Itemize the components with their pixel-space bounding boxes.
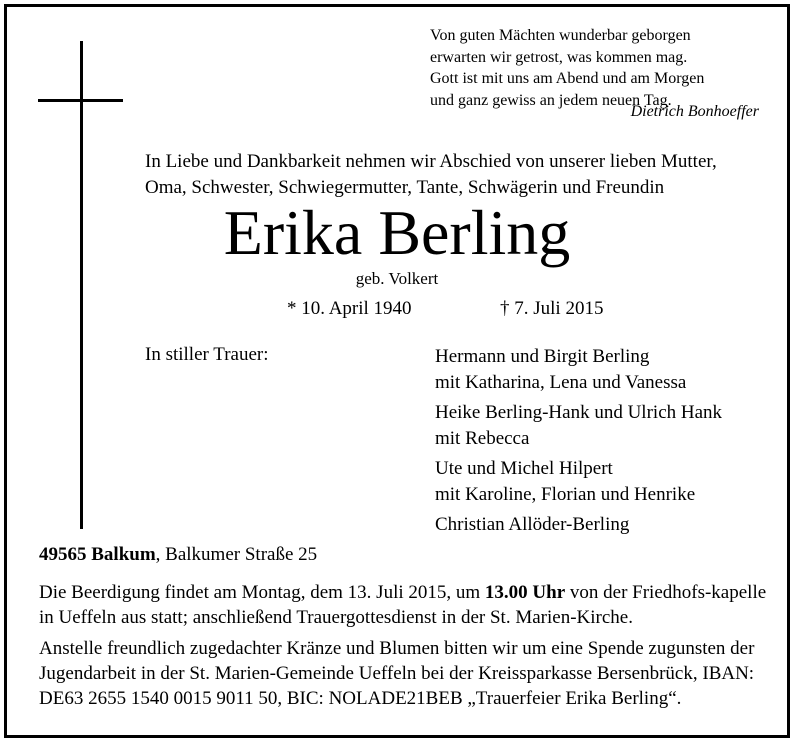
- address: [39, 544, 317, 566]
- donation-info: Anstelle freundlich zugedachter Kränze und Blumen bitten wir um eine Spende zugunsten der Jugendarbeit in der St. Marien-Gemeinde Ueffeln bei der Kreissparkasse Bersenbrück, IBAN: DE63 2655 1540 0015 9011 50, BIC: NOLADE21BEB „Trauerfeier Erika Berling“.: [39, 638, 755, 709]
- family-line: mit Rebecca: [435, 428, 530, 449]
- family-line: mit Karoline, Florian und Henrike: [435, 484, 696, 505]
- funeral-text-before: Die Beerdigung findet am Montag, dem 13. Juli 2015, um: [39, 582, 485, 603]
- deceased-name: Erika Berling: [223, 197, 571, 268]
- address-street: , Balkumer Straße 25: [155, 544, 318, 565]
- cross-icon-horizontal: [38, 99, 123, 102]
- maiden-name: geb. Volkert: [355, 269, 439, 288]
- mourners-label: In stiller Trauer:: [145, 344, 269, 365]
- mourners-list: [435, 344, 722, 542]
- funeral-text-after: von der Friedhofs-kapelle in Ueffeln aus statt; anschließend Trauergottesdienst in der St. Marien-Kirche.: [39, 582, 767, 628]
- family-entry: [435, 400, 722, 452]
- quote-line: erwarten wir getrost, was kommen mag.: [430, 48, 688, 66]
- funeral-info: [39, 580, 769, 630]
- family-entry: [435, 456, 722, 508]
- intro-line: In Liebe und Dankbarkeit nehmen wir Abschied von unserer lieben Mutter,: [145, 151, 717, 172]
- family-entry: [435, 344, 722, 396]
- birth-date: * 10. April 1940: [287, 298, 412, 319]
- quote: [430, 25, 704, 111]
- quote-line: Gott ist mit uns am Abend und am Morgen: [430, 70, 705, 87]
- funeral-time: 13.00 Uhr: [484, 582, 566, 603]
- family-line: Heike Berling-Hank und Ulrich Hank: [435, 402, 723, 423]
- quote-author: Dietrich Bonhoeffer: [630, 103, 759, 120]
- family-line: Ute und Michel Hilpert: [435, 458, 613, 479]
- obituary-frame: [4, 4, 790, 738]
- quote-line: Von guten Mächten wunderbar geborgen: [430, 27, 691, 44]
- family-line: mit Katharina, Lena und Vanessa: [435, 372, 687, 393]
- death-date: † 7. Juli 2015: [500, 298, 604, 319]
- address-place: 49565 Balkum: [39, 544, 156, 565]
- intro-text: [145, 149, 717, 201]
- family-entry: [435, 512, 722, 538]
- intro-line: Oma, Schwester, Schwiegermutter, Tante, Schwägerin und Freundin: [145, 177, 665, 198]
- family-line: Hermann und Birgit Berling: [435, 346, 650, 367]
- quote-line: und ganz gewiss an jedem neuen Tag.: [430, 91, 672, 109]
- family-line: Christian Allöder-Berling: [435, 514, 630, 535]
